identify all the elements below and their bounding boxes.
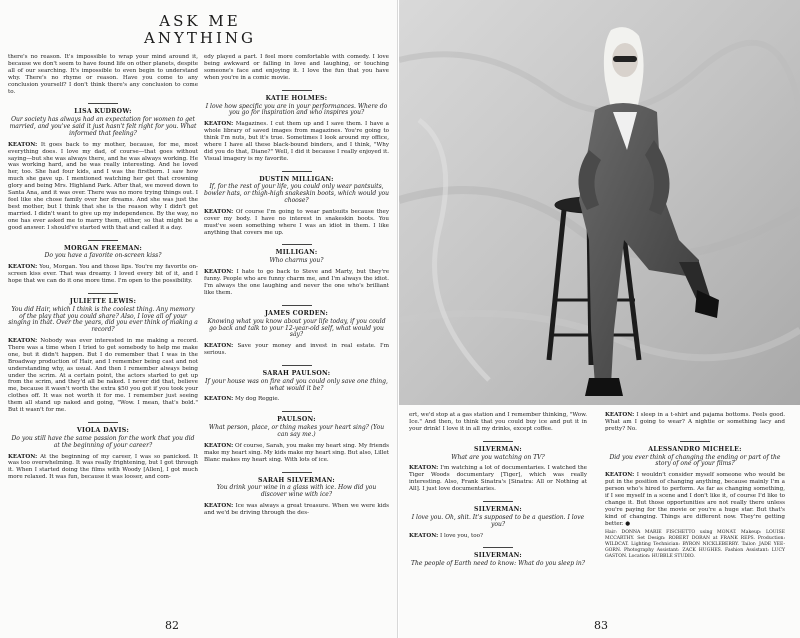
page-title: ASK ME ANYTHING: [144, 12, 256, 47]
divider: [483, 501, 513, 503]
answer: KEATON: Of course, Sarah, you make my heart sing. My friends make my heart sing. My kids make my heart sing. But also, Lillet Blanc makes my heart sing. With lots of ice.: [204, 442, 389, 463]
question-block: JAMES CORDEN: Knowing what you know about your life today, if you could go back and talk to your 12-year-old self, what would you say?: [207, 309, 386, 339]
answer: KEATON: It goes back to my mother, because, for me, most everything does. I love my dad, of course—that goes without saying—but she was always there, and he was always working. He was working hard, and he was really interesting. And he loved her, too. She had four kids, and I was the firstborn. I saw how much she gave up. I mentioned watching her get that crowning glory and being Mrs. Highland Park. After that, we moved down to Santa Ana, and it was over. There was no more trying things out. I feel like she chose family over her dreams. And she was just the best mother, but I think that she is the reason why I didn't get married. I didn't want to give up my independence. By the way, no one has ever asked me to marry them, either, so that might be a good answer. I should've started with that and called it a day.: [8, 141, 198, 231]
divider: [483, 441, 513, 443]
question-block: SILVERMAN: What are you watching on TV?: [451, 445, 545, 461]
question-block: ALESSANDRO MICHELE: Did you ever think of changing the ending or part of the story of one of your films?: [609, 445, 781, 468]
question-block: DUSTIN MILLIGAN: If, for the rest of your life, you could only wear pantsuits, bowler hats, or thigh-high snakeskin boots, which would you choose?: [204, 175, 389, 205]
divider: [282, 365, 312, 367]
question-block: SARAH SILVERMAN: You drink your wine in a glass with ice. How did you discover wine with ice?: [216, 476, 377, 499]
divider: [282, 305, 312, 307]
answer: KEATON: I'm watching a lot of documentaries. I watched the Tiger Woods documentary [Tiger], which was really interesting. Also, Frank Sinatra's [Sinatra: All or Nothing at All]. I just love documentaries.: [409, 465, 587, 493]
divider: [88, 240, 118, 242]
left-page: [0, 0, 398, 638]
page-number: 83: [594, 619, 608, 632]
answer: KEATON: I sleep in a t-shirt and pajama bottoms. Feels good. What am I going to wear? A nightie or something lacy and pretty? No.: [605, 412, 785, 432]
answer: KEATON: At the beginning of my career, I was so panicked. It was too overwhelming. It was really frightening, but I got through it. When I started doing the films with Woody [Allen], I got much more relaxed. It was fun, because it was looser, and com-: [8, 453, 198, 481]
divider: [88, 422, 118, 424]
intro-text: ert, we'd stop at a gas station and I remember thinking, "Wow. Ice." And then, to think that you could buy ice and put it in your drink! I love it in all my drinks, except coffee.: [409, 412, 587, 432]
answer: KEATON: I love you, too?: [409, 532, 484, 539]
divider: [680, 441, 710, 443]
divider: [88, 293, 118, 295]
question-block: PAULSON: What person, place, or thing makes your heart sing? (You can say me.): [208, 416, 385, 439]
right-page: [399, 0, 800, 638]
question-block: SARAH PAULSON: If your house was on fire and you could only save one thing, what would it be?: [205, 369, 388, 392]
answer: KEATON: You, Morgan. You and those lips. You're my favorite on-screen kiss ever. That was dreamy. I loved every bit of it, and I hope that we can do it one more time. I'm open to the possibility.: [8, 264, 199, 285]
question-block: SILVERMAN: The people of Earth need to know: What do you sleep in?: [410, 552, 586, 568]
divider: [88, 103, 118, 105]
question-block: KATIE HOLMES: I love how specific you are in your performances. Where do you go for inspiration and who inspires you?: [205, 94, 388, 117]
divider: [483, 547, 513, 549]
answer: KEATON: I hate to go back to Steve and Marty, but they're funny. People who are funny charm me, and I'm always the idiot. I'm always the one laughing and never the one who's brilliant like them.: [204, 269, 390, 296]
answer: KEATON: Save your money and invest in real estate. I'm serious.: [204, 343, 390, 357]
intro-text: edy played a part. I feel more comfortable with comedy. I love being awkward or falling in love and laughing, or touching someone's face and enjoying it. I love the fun that you have when you're in a comic movie.: [204, 54, 389, 81]
answer: KEATON: Of course I'm going to wear pantsuits because they cover my body. I have no interest in snakeskin boots. You must've seen something where I was an idiot in them. I like anything that covers me up.: [204, 208, 389, 236]
answer: KEATON: Magazines. I cut them up and I save them. I have a whole library of saved images from magazines. You're going to think I'm nuts, but it's true. Sometimes I look around my office, where I have all these black-bound binders, and I think, "Why did you do that, Diane?" Well, I did it because I really enjoyed it. Visual imagery is my favorite.: [204, 121, 390, 162]
divider: [282, 90, 312, 92]
divider: [282, 472, 312, 474]
divider: [282, 411, 312, 413]
photo-credits: Hair: DONNA MARIE FISCHETTO using MONAT. Makeup: LOUISE MCCARTHY. Set Design: ROBERT DORAN at FRANK REPS. Production: WILDCAT. Lighting Technician: BYRON NICKLEBERRY. Tailor: JADE YEE-GORN. Photography Assistant: ZACK HUGHES. Fashion Assistant: LUCY GASTON. Location: HUBBLE STUDIO.: [605, 530, 785, 560]
answer: KEATON: My dog Reggie.: [204, 396, 280, 403]
question-block: VIOLA DAVIS: Do you still have the same passion for the work that you did at the beginning of your career?: [11, 427, 195, 449]
page-number: 82: [165, 619, 179, 632]
left-column-1: [8, 54, 198, 484]
question-block: LISA KUDROW: Our society has always had an expectation for women to get married, and you've said it just hasn't felt right for you. What informed that feeling?: [9, 108, 197, 137]
right-column-1: [409, 412, 587, 572]
answer: KEATON: Nobody was ever interested in me making a record. There was a time when I tried to get somebody to help me make one, but it didn't happen. But I do remember that I was in the Broadway production of Hair, and I remember being cast and not understanding why, as usual. And then I remember always being under the scrim. At a certain point, the actors started to get up from the scrim, and they'd all be naked. I never did that, believe me, because it wasn't worth the extra $50 you got if you took your clothes off. It was not worth it for me. I remember just seeing them all stand up naked and going, "Wow. I mean, that's bold." But it wasn't for me.: [8, 338, 198, 414]
answer: KEATON: Ice was always a great treasure. When we were kids and we'd be driving through the des-: [204, 503, 390, 516]
portrait-photo: [399, 0, 800, 405]
question-block: SILVERMAN: I love you. Oh, shit. It's supposed to be a question. I love you?: [411, 506, 585, 528]
divider: [282, 171, 312, 173]
divider: [282, 244, 312, 246]
answer: KEATON: I wouldn't consider myself someone who would be put in the position of changing anything, because mainly I'm a person who's hired to perform. As far as changing something, if I see myself in a scene and I don't like it, of course I'd like to change it. But those opportunities are not really there unless you're paying for the movie or you're a huge star. But that's kind of changing. Things are different now. They're getting better. ●: [605, 472, 785, 527]
question-block: MORGAN FREEMAN: Do you have a favorite on-screen kiss?: [44, 244, 162, 260]
right-column-2: [605, 412, 785, 563]
question-block: JULIETTE LEWIS: You did Hair, which I think is the coolest thing. Any memory of the play that you could share? Also, I love all of your singing in that. Over the years, did you ever think of making a record?: [8, 297, 198, 334]
left-column-2: [204, 54, 389, 520]
intro-text: there's no reason. It's impossible to wrap your mind around it, because we don't seem to have found life on other planets, despite all of our searching. It's impossible to even begin to understand why. There's no rhyme or reason. Have you come to any conclusion yourself? I don't think there's any conclusion to come to.: [8, 54, 198, 95]
question-block: MILLIGAN: Who charms you?: [269, 249, 324, 265]
